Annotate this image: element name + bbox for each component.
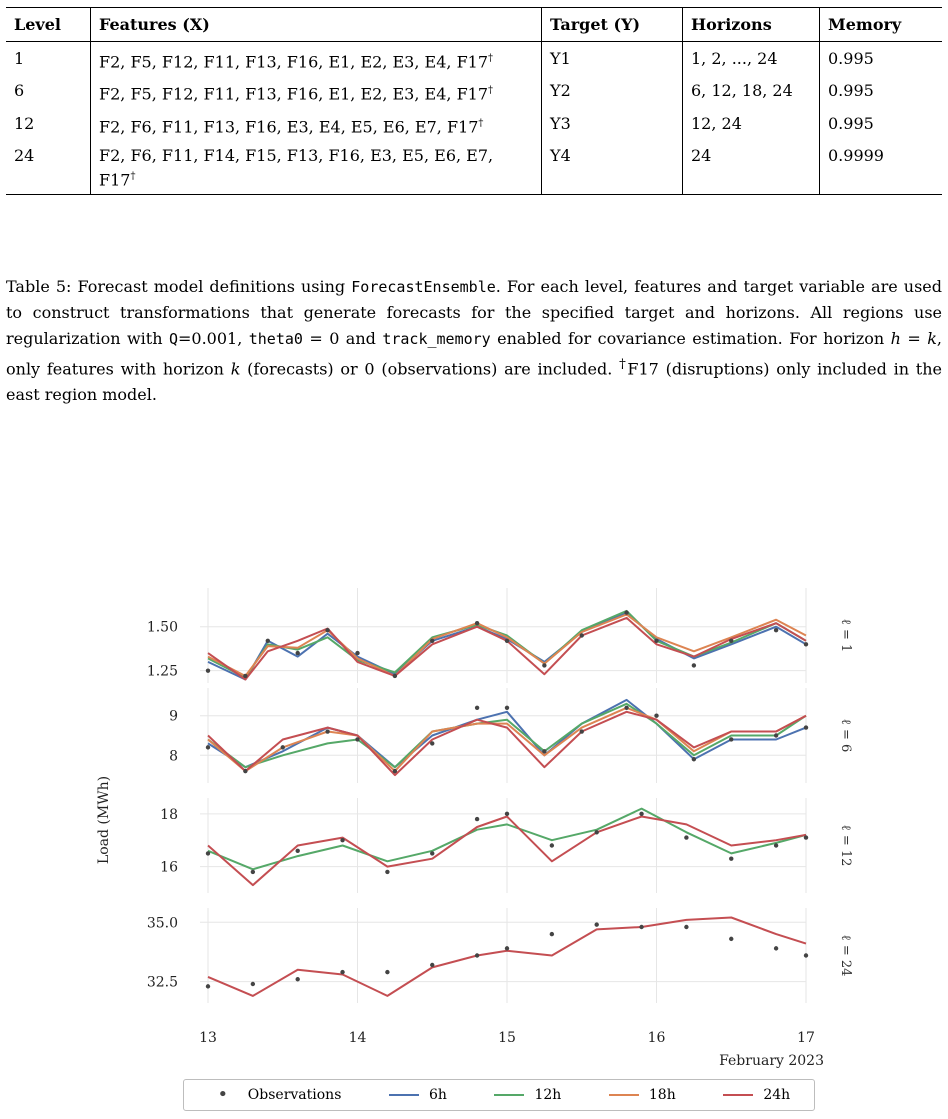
observation-point: [654, 714, 658, 718]
cell-memory: 0.995: [828, 81, 874, 101]
legend-item-24h: 24h: [723, 1087, 790, 1103]
cell-memory: 0.9999: [820, 139, 943, 195]
observation-point: [639, 925, 643, 929]
line-swatch-icon: [723, 1094, 753, 1096]
cell-level: 12: [6, 107, 91, 139]
observation-point: [505, 639, 509, 643]
caption-code: ForecastEnsemble: [351, 278, 496, 296]
cell-target: Y2: [542, 74, 683, 106]
y-tick-label: 18: [160, 806, 178, 823]
observation-point: [430, 639, 434, 643]
observation-point: [729, 737, 733, 741]
cell-target: Y4: [542, 139, 683, 195]
observation-point: [595, 830, 599, 834]
cell-horizons: 1, 2, ..., 24: [683, 42, 820, 75]
line-swatch-icon: [494, 1094, 524, 1096]
line-swatch-icon: [389, 1094, 419, 1096]
cell-horizons: 6, 12, 18, 24: [683, 74, 820, 106]
observation-point: [692, 757, 696, 761]
observation-point: [206, 851, 210, 855]
observation-point: [385, 970, 389, 974]
observation-point: [475, 953, 479, 957]
y-tick-label: 35.0: [146, 915, 178, 932]
observation-point: [340, 838, 344, 842]
observation-point: [729, 937, 733, 941]
observation-point: [774, 733, 778, 737]
y-axis-label: Load (MWh): [96, 775, 112, 865]
cell-memory: 0.995: [828, 113, 874, 133]
cell-memory: 0.995: [828, 49, 874, 68]
y-tick-label: 8: [169, 748, 178, 765]
observation-point: [542, 749, 546, 753]
chart-legend: [183, 1079, 815, 1111]
y-tick-label: 1.25: [146, 663, 178, 680]
panel-label: ℓ = 6: [838, 718, 853, 753]
observation-point: [393, 674, 397, 678]
legend-item-observations: • Observations: [208, 1087, 342, 1103]
observation-point: [430, 741, 434, 745]
observation-point: [729, 856, 733, 860]
observation-point: [505, 812, 509, 816]
cell-features: F2, F6, F11, F13, F16, E3, E4, E5, E6, E7, F17†: [91, 107, 542, 139]
observation-point: [430, 963, 434, 967]
table-header-row: [6, 8, 942, 42]
observation-point: [251, 870, 255, 874]
table-row: [6, 74, 942, 106]
table-caption: Table 5: Forecast model definitions using ForecastEnsemble. For each level, features and target variable are used to construct transformations that generate forecasts for the specified target and horizons. All regions use regularization with Q=0.001, theta0 = 0 and track_memory enabled for covariance estimation. For horizon h = k, only features with horizon k (forecasts) or 0 (observations) are included. †F17 (disruptions) only included in the east region model.: [6, 277, 943, 405]
observation-point: [624, 610, 628, 614]
observation-point: [266, 639, 270, 643]
observation-point: [639, 812, 643, 816]
observation-point: [505, 706, 509, 710]
observation-point: [475, 817, 479, 821]
cell-horizons: 24: [683, 139, 820, 195]
observation-point: [243, 674, 247, 678]
cell-level: 24: [6, 139, 91, 195]
x-axis-sublabel: February 2023: [719, 1053, 824, 1069]
panel-label: ℓ = 1: [838, 618, 853, 653]
observation-point: [206, 745, 210, 749]
x-tick-label: 16: [647, 1030, 666, 1046]
x-tick-label: 15: [498, 1030, 516, 1046]
legend-item-6h: 6h: [389, 1087, 447, 1103]
observation-point: [296, 977, 300, 981]
observation-point: [355, 737, 359, 741]
table-row: [6, 42, 942, 75]
panel-label: ℓ = 24: [838, 934, 853, 977]
observation-point: [206, 668, 210, 672]
header-level: Level: [6, 8, 91, 42]
cell-horizons: 12, 24: [683, 107, 820, 139]
observation-point: [804, 725, 808, 729]
line-swatch-icon: [609, 1094, 639, 1096]
observation-point: [774, 628, 778, 632]
y-tick-label: 1.50: [146, 619, 178, 636]
observation-point: [684, 925, 688, 929]
observation-point: [804, 953, 808, 957]
header-features: Features (X): [91, 8, 542, 42]
observation-point: [774, 946, 778, 950]
observation-point: [243, 769, 247, 773]
observation-point: [654, 639, 658, 643]
observation-point: [684, 835, 688, 839]
observation-point: [325, 729, 329, 733]
observation-point: [385, 870, 389, 874]
header-horizons: Horizons: [683, 8, 820, 42]
observation-point: [595, 922, 599, 926]
observation-point: [804, 835, 808, 839]
observation-marker-icon: •: [217, 1084, 229, 1105]
observation-point: [251, 982, 255, 986]
cell-features: F2, F5, F12, F11, F13, F16, E1, E2, E3, E4, F17†: [91, 42, 542, 75]
observation-point: [281, 745, 285, 749]
cell-target: Y1: [542, 42, 683, 75]
observation-point: [692, 663, 696, 667]
y-tick-label: 9: [169, 708, 178, 725]
cell-features: F2, F5, F12, F11, F13, F16, E1, E2, E3, E4, F17†: [91, 74, 542, 106]
x-tick-label: 13: [199, 1030, 217, 1046]
observation-point: [475, 706, 479, 710]
x-tick-label: 17: [797, 1030, 815, 1046]
y-tick-label: 16: [160, 859, 178, 876]
observation-point: [325, 628, 329, 632]
observation-point: [580, 729, 584, 733]
observation-point: [206, 984, 210, 988]
cell-level: 6: [6, 74, 91, 106]
observation-point: [804, 642, 808, 646]
observation-point: [774, 843, 778, 847]
observation-point: [355, 651, 359, 655]
forecast-definitions-table: [6, 7, 942, 195]
observation-point: [580, 633, 584, 637]
observation-point: [729, 639, 733, 643]
legend-item-12h: 12h: [494, 1087, 561, 1103]
load-forecast-chart: [0, 560, 948, 1075]
header-memory: Memory: [820, 8, 943, 42]
observation-point: [505, 946, 509, 950]
table-row: [6, 107, 942, 139]
cell-target: Y3: [542, 107, 683, 139]
observation-point: [340, 970, 344, 974]
x-tick-label: 14: [348, 1030, 367, 1046]
table-row: [6, 139, 942, 195]
observation-point: [296, 849, 300, 853]
header-target: Target (Y): [542, 8, 683, 42]
observation-point: [393, 769, 397, 773]
observation-point: [542, 663, 546, 667]
observation-point: [296, 651, 300, 655]
caption-label: Table 5:: [6, 277, 72, 296]
observation-point: [430, 851, 434, 855]
observation-point: [550, 932, 554, 936]
cell-level: 1: [6, 42, 91, 75]
cell-features: F2, F6, F11, F14, F15, F13, F16, E3, E5, E6, E7, F17†: [91, 139, 542, 195]
legend-item-18h: 18h: [609, 1087, 676, 1103]
y-tick-label: 32.5: [146, 974, 178, 991]
observation-point: [550, 843, 554, 847]
observation-point: [624, 706, 628, 710]
panel-label: ℓ = 12: [838, 824, 853, 867]
observation-point: [475, 621, 479, 625]
